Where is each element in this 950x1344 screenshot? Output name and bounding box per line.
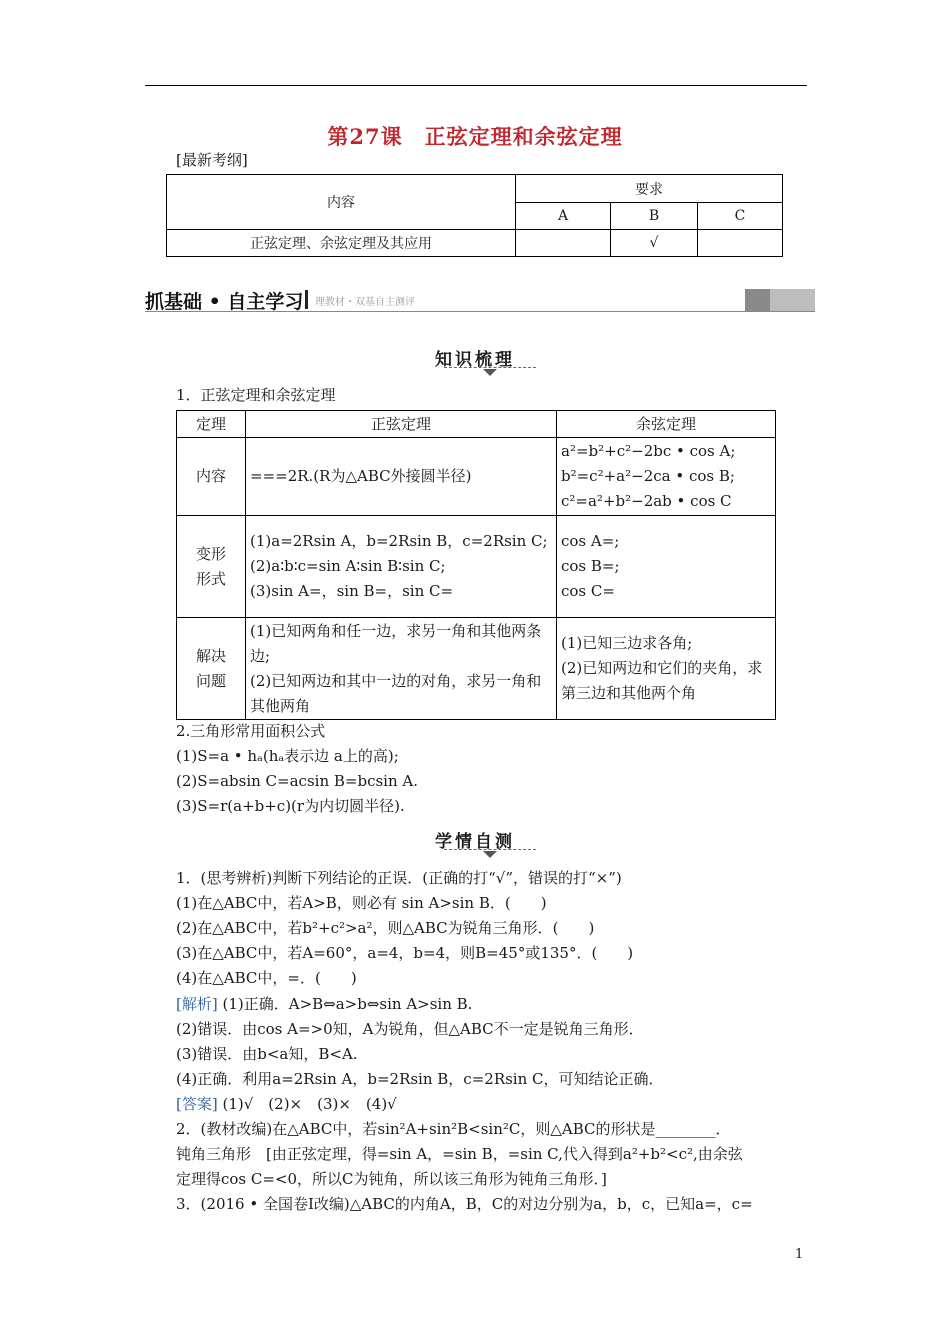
area-formula-3: (3)S=r(a+b+c)(r为内切圆半径).: [176, 797, 405, 815]
question-1: 1．(思考辨析)判断下列结论的正误．(正确的打“√”，错误的打“×”): [176, 869, 622, 887]
level-b: B: [611, 203, 698, 230]
sine-problems: [246, 618, 557, 720]
header-cosine: 余弦定理: [557, 411, 776, 438]
header-sine: 正弦定理: [246, 411, 557, 438]
knowledge-heading-dash: [444, 367, 536, 368]
topic-cell: 正弦定理、余弦定理及其应用: [167, 230, 516, 257]
col-content-header: 内容: [167, 175, 516, 230]
analysis-tag: [解析]: [176, 995, 218, 1013]
self-test-heading-arrow: [483, 851, 497, 858]
cosine-variant-2: cos B=;: [561, 557, 620, 575]
cosine-variant-1: cos A=;: [561, 532, 620, 550]
level-c: C: [698, 203, 783, 230]
theorem-table: [176, 410, 776, 720]
cosine-law-a: a²=b²+c²−2bc • cos A;: [561, 442, 736, 460]
level-b-check: √: [611, 230, 698, 257]
page-number: 1: [795, 1247, 804, 1262]
cosine-variants: [557, 516, 776, 618]
question-2-answer-1: 钝角三角形 [由正弦定理，得=sin A，=sin B，=sin C,代入得到a²+b²<c²,由余弦: [176, 1145, 743, 1163]
sine-variant-2: (2)a∶b∶c=sin A∶sin B∶sin C;: [250, 557, 446, 575]
banner-title: 抓基础 • 自主学习: [145, 291, 304, 313]
level-a-cell: [516, 230, 611, 257]
section-banner: [145, 287, 815, 311]
cosine-problems: [557, 618, 776, 720]
banner-subtitle: 理教材・双基自主测评: [315, 297, 415, 308]
banner-underline: [145, 311, 815, 312]
sine-variant-1: (1)a=2Rsin A，b=2Rsin B，c=2Rsin C;: [250, 532, 548, 550]
sine-problem-1: (1)已知两角和任一边，求另一角和其他两条边;: [250, 621, 542, 665]
row-problem-label: 解决 问题: [177, 618, 246, 720]
syllabus-label: [最新考纲]: [176, 151, 248, 169]
question-1-2: (2)在△ABC中，若b²+c²>a²，则△ABC为锐角三角形．( ): [176, 919, 595, 937]
question-1-3: (3)在△ABC中，若A=60°，a=4，b=4，则B=45°或135°．( ): [176, 944, 634, 962]
analysis-line-4: (4)正确．利用a=2Rsin A，b=2Rsin B，c=2Rsin C，可知结论正确．: [176, 1070, 664, 1088]
col-requirement-header: 要求: [516, 175, 783, 203]
lesson-title: 第27课 正弦定理和余弦定理: [327, 124, 623, 149]
row-content-label: 内容: [177, 438, 246, 516]
cosine-law-c: c²=a²+b²−2ab • cos C: [561, 492, 732, 510]
area-formula-2: (2)S=absin C=acsin B=bcsin A.: [176, 772, 418, 790]
sine-problem-2: (2)已知两边和其中一边的对角，求另一角和其他两角: [250, 671, 542, 715]
area-formula-1: (1)S=a • hₐ(hₐ表示边 a上的高);: [176, 747, 399, 765]
cosine-problem-1: (1)已知三边求各角;: [561, 634, 693, 652]
question-1-1: (1)在△ABC中，若A>B，则必有 sin A>sin B．( ): [176, 894, 547, 912]
question-3: 3．(2016 • 全国卷Ⅰ改编)△ABC的内角A，B，C的对边分别为a，b，c，已知a=，c=: [176, 1195, 753, 1213]
knowledge-heading-arrow: [483, 369, 497, 376]
cosine-problem-2: (2)已知两边和它们的夹角，求第三边和其他两个角: [561, 659, 763, 702]
analysis-line-1: [解析] (1)正确．A>B⇔a>b⇔sin A>sin B.: [176, 995, 473, 1013]
header-theorem: 定理: [177, 411, 246, 438]
question-1-4: (4)在△ABC中，=．( ): [176, 969, 357, 987]
item-2: 2.三角形常用面积公式: [176, 722, 326, 740]
answer-line: [答案] (1)√ (2)× (3)× (4)√: [176, 1095, 397, 1113]
sine-variant-3: (3)sin A=，sin B=，sin C=: [250, 582, 454, 600]
item-1: 1．正弦定理和余弦定理: [176, 386, 336, 404]
sine-content: ===2R.(R为△ABC外接圆半径): [246, 438, 557, 516]
banner-light-block: [770, 289, 815, 311]
level-c-cell: [698, 230, 783, 257]
cosine-law-b: b²=c²+a²−2ca • cos B;: [561, 467, 735, 485]
cosine-variant-3: cos C=: [561, 582, 615, 600]
header-rule: [145, 85, 807, 86]
banner-dark-block: [745, 289, 770, 311]
self-test-heading: 学情自测: [435, 832, 515, 852]
answer-tag: [答案]: [176, 1095, 218, 1113]
knowledge-heading: 知识梳理: [435, 350, 515, 370]
question-2-answer-2: 定理得cos C=<0，所以C为钝角，所以该三角形为钝角三角形．]: [176, 1170, 607, 1188]
self-test-heading-dash: [444, 849, 536, 850]
analysis-line-2: (2)错误．由cos A=>0知，A为锐角，但△ABC不一定是锐角三角形．: [176, 1020, 644, 1038]
analysis-line-3: (3)错误．由b<a知，B<A.: [176, 1045, 358, 1063]
question-2: 2．(教材改编)在△ABC中，若sin²A+sin²B<sin²C，则△ABC的形状是________．: [176, 1120, 731, 1138]
row-variant-label: 变形 形式: [177, 516, 246, 618]
sine-variants: [246, 516, 557, 618]
banner-divider: [305, 290, 308, 309]
level-a: A: [516, 203, 611, 230]
syllabus-table: [166, 174, 783, 257]
cosine-content: [557, 438, 776, 516]
